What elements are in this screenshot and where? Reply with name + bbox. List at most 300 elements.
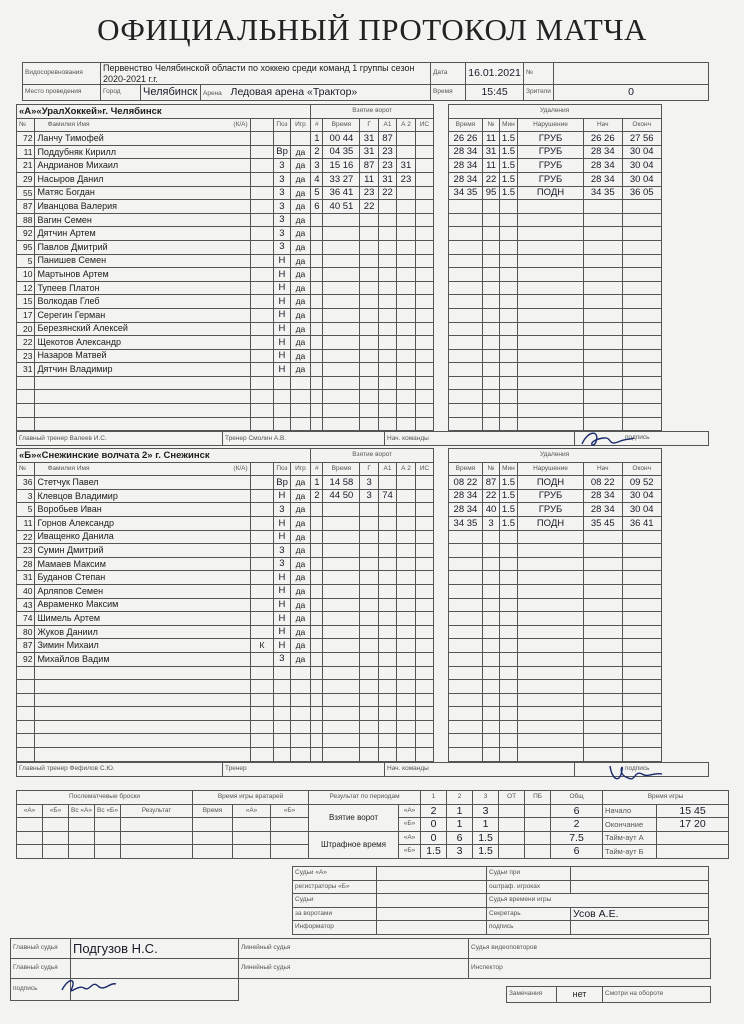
player-name: [35, 720, 250, 734]
goal-number: [311, 639, 323, 653]
penalty-player: [483, 417, 499, 431]
penalty-reason: [518, 584, 584, 598]
team-b-row: [17, 720, 708, 734]
b-col-num: №: [17, 462, 35, 476]
penalty-minutes: 1.5: [499, 159, 517, 173]
player-position: Н: [274, 584, 290, 598]
goal-scorer: [360, 363, 378, 377]
player-number: [17, 417, 35, 431]
goal-number: 4: [311, 172, 323, 186]
goal-scorer: [360, 625, 378, 639]
penalty-end: [622, 625, 661, 639]
penalty-minutes: 1.5: [499, 503, 517, 517]
player-number: [17, 734, 35, 748]
penalty-start: [583, 571, 622, 585]
player-ka: [250, 227, 274, 241]
penalty-player: 31: [483, 145, 499, 159]
penalty-start: [583, 322, 622, 336]
gk-col-time: Время: [193, 804, 233, 818]
goal-assist1: [378, 476, 396, 490]
timeout-b-value: [657, 845, 729, 859]
col-preason: Нарушение: [518, 118, 584, 132]
penalty-minutes: 1.5: [499, 145, 517, 159]
goal-assist2: [397, 404, 415, 418]
col-ka-cell: [250, 118, 274, 132]
penalty-time: [448, 363, 483, 377]
penalty-reason: [518, 213, 584, 227]
spectators-value: 0: [554, 85, 709, 101]
goal-number: [311, 530, 323, 544]
penalty-start: 28 34: [583, 145, 622, 159]
goal-assist1: [378, 308, 396, 322]
goal-is: [415, 503, 433, 517]
penalty-minutes: [499, 404, 517, 418]
player-ka: [250, 213, 274, 227]
goal-number: [311, 322, 323, 336]
goal-judges-label: за воротами: [293, 907, 377, 921]
period-pb: ПБ: [525, 791, 551, 805]
goal-is: [415, 639, 433, 653]
player-number: 72: [17, 132, 35, 146]
penalty-time: [448, 680, 483, 694]
penalty-reason: ГРУБ: [518, 132, 584, 146]
goal-time: [323, 544, 360, 558]
team-a-captain: Нач. команды: [385, 432, 575, 446]
goals-b-total: 2: [551, 818, 603, 832]
penalty-minutes: [499, 625, 517, 639]
player-name: [35, 693, 250, 707]
penalty-minutes: 1.5: [499, 476, 517, 490]
penalty-player: 11: [483, 159, 499, 173]
player-ka: [250, 612, 274, 626]
penalty-reason: [518, 557, 584, 571]
player-number: 92: [17, 652, 35, 666]
line-judge-label: Линейный судья: [239, 939, 469, 959]
goal-is: [415, 417, 433, 431]
penalty-start: [583, 557, 622, 571]
penalty-player: [483, 584, 499, 598]
goal-is: [415, 159, 433, 173]
player-ka: [250, 544, 274, 558]
goal-assist1: [378, 748, 396, 762]
penalty-reason: [518, 693, 584, 707]
goal-is: [415, 322, 433, 336]
penalty-time: 28 34: [448, 172, 483, 186]
penalty-start: 28 34: [583, 159, 622, 173]
player-played: да: [290, 268, 311, 282]
summary-table: [16, 790, 729, 859]
penalty-reason: [518, 281, 584, 295]
penalty-player: [483, 268, 499, 282]
start-value: 15 45: [657, 804, 729, 818]
pen-b-p1: 1.5: [421, 845, 447, 859]
player-number: 95: [17, 240, 35, 254]
pen-a-label: «А»: [399, 831, 421, 845]
penalty-end: [622, 308, 661, 322]
goal-is: [415, 516, 433, 530]
player-played: да: [290, 584, 311, 598]
player-position: 3: [274, 240, 290, 254]
team-a-coach: Тренер Смолин А.В.: [223, 432, 385, 446]
pen-a-p2: 6: [447, 831, 473, 845]
goal-assist1: [378, 584, 396, 598]
player-number: 15: [17, 295, 35, 309]
goal-scorer: [360, 390, 378, 404]
player-played: да: [290, 571, 311, 585]
goals-b-p2: 1: [447, 818, 473, 832]
goal-is: [415, 404, 433, 418]
player-played: да: [290, 476, 311, 490]
penalty-minutes: [499, 227, 517, 241]
goal-scorer: [360, 417, 378, 431]
shootout-title: Послематчевые броски: [17, 791, 193, 805]
timeout-a-label: Тайм-аут А: [603, 831, 657, 845]
penalty-minutes: [499, 376, 517, 390]
penalty-minutes: 1.5: [499, 132, 517, 146]
player-name: Дятчин Владимир: [35, 363, 250, 377]
goal-scorer: [360, 308, 378, 322]
col-ka: (К/А): [233, 120, 248, 128]
penalty-player: [483, 557, 499, 571]
player-number: 3: [17, 489, 35, 503]
player-position: [274, 376, 290, 390]
penalty-start: [583, 254, 622, 268]
penalty-start: [583, 349, 622, 363]
penalty-end: [622, 720, 661, 734]
col-pos: Поз: [274, 118, 290, 132]
penalty-reason: [518, 612, 584, 626]
period-2: 2: [447, 791, 473, 805]
pen-a-total: 7.5: [551, 831, 603, 845]
penalty-reason: [518, 652, 584, 666]
goal-assist2: [397, 476, 415, 490]
player-name: Березянский Алексей: [35, 322, 250, 336]
b-col-play: Игр: [290, 462, 311, 476]
penalty-minutes: [499, 612, 517, 626]
team-b-row: [17, 571, 708, 585]
b-col-pos: Поз: [274, 462, 290, 476]
goal-assist1: 22: [378, 186, 396, 200]
team-a-title: «А»«УралХоккей»г. Челябинск: [17, 105, 311, 119]
player-position: 3: [274, 186, 290, 200]
penalty-end: [622, 652, 661, 666]
goal-time: [323, 571, 360, 585]
remarks-value: нет: [557, 987, 603, 1003]
player-ka: [250, 363, 274, 377]
goal-assist2: [397, 254, 415, 268]
player-position: Н: [274, 268, 290, 282]
player-position: Н: [274, 281, 290, 295]
goal-scorer: [360, 295, 378, 309]
penalty-minutes: [499, 666, 517, 680]
penalty-player: [483, 652, 499, 666]
penalty-minutes: [499, 213, 517, 227]
player-position: Н: [274, 530, 290, 544]
goal-assist2: [397, 693, 415, 707]
date-value: 16.01.2021: [466, 63, 524, 85]
goal-assist1: [378, 639, 396, 653]
goal-assist2: [397, 625, 415, 639]
player-ka: [250, 145, 274, 159]
goal-scorer: [360, 268, 378, 282]
goal-is: [415, 281, 433, 295]
penalty-player: [483, 571, 499, 585]
player-number: 22: [17, 530, 35, 544]
player-name: Иванцова Валерия: [35, 200, 250, 214]
goal-is: [415, 376, 433, 390]
player-name: Шимель Артем: [35, 612, 250, 626]
goal-assist1: [378, 268, 396, 282]
penalty-reason: ГРУБ: [518, 503, 584, 517]
goal-is: [415, 308, 433, 322]
penalty-time: 34 35: [448, 516, 483, 530]
player-number: 36: [17, 476, 35, 490]
penalty-player: 22: [483, 172, 499, 186]
goal-assist1: [378, 417, 396, 431]
penalty-minutes: [499, 557, 517, 571]
player-name: Назаров Матвей: [35, 349, 250, 363]
penalty-player: [483, 707, 499, 721]
goal-assist1: [378, 612, 396, 626]
penalty-minutes: [499, 720, 517, 734]
penalty-player: [483, 748, 499, 762]
player-number: 31: [17, 363, 35, 377]
player-number: 88: [17, 213, 35, 227]
penalty-reason: [518, 200, 584, 214]
goal-time: 36 41: [323, 186, 360, 200]
player-name: Сумин Дмитрий: [35, 544, 250, 558]
penalty-time: [448, 308, 483, 322]
player-name: Жуков Даниил: [35, 625, 250, 639]
goal-number: [311, 612, 323, 626]
goal-number: [311, 720, 323, 734]
timeout-b-label: Тайм-аут Б: [603, 845, 657, 859]
player-played: да: [290, 489, 311, 503]
city-value: Челябинск: [141, 85, 201, 101]
period-1: 1: [421, 791, 447, 805]
player-name: Щекотов Александр: [35, 336, 250, 350]
goal-assist2: [397, 336, 415, 350]
penalty-player: [483, 639, 499, 653]
penalty-reason: [518, 376, 584, 390]
goal-assist1: [378, 254, 396, 268]
team-a-row: [17, 268, 708, 282]
b-col-name: [35, 462, 250, 476]
goal-is: [415, 145, 433, 159]
penalty-reason: [518, 322, 584, 336]
goal-number: [311, 693, 323, 707]
team-b-signature: [606, 760, 666, 788]
penalty-time: [448, 376, 483, 390]
player-name: Серегин Герман: [35, 308, 250, 322]
player-position: Н: [274, 336, 290, 350]
pen-b-p3: 1.5: [473, 845, 499, 859]
goal-time: [323, 639, 360, 653]
penalty-end: [622, 363, 661, 377]
penalty-reason: [518, 390, 584, 404]
goal-scorer: 31: [360, 145, 378, 159]
goal-assist1: [378, 349, 396, 363]
penalty-time: [448, 720, 483, 734]
penalty-minutes: [499, 295, 517, 309]
goal-time: [323, 707, 360, 721]
date-label: Дата: [431, 63, 466, 85]
penalty-time: 26 26: [448, 132, 483, 146]
penalty-start: [583, 227, 622, 241]
player-ka: [250, 516, 274, 530]
goals-a-pb: [525, 804, 551, 818]
goals-b-p3: 1: [473, 818, 499, 832]
player-number: 31: [17, 571, 35, 585]
team-b-row: [17, 680, 708, 694]
so-col-vsa: Вс «А»: [69, 804, 95, 818]
player-name: [35, 404, 250, 418]
player-played: да: [290, 254, 311, 268]
player-number: [17, 666, 35, 680]
goals-a-p2: 1: [447, 804, 473, 818]
player-number: 55: [17, 186, 35, 200]
goal-time: 14 58: [323, 476, 360, 490]
player-name: Арляпов Семен: [35, 584, 250, 598]
col-name-text: Фамилия Имя: [47, 120, 90, 128]
so-col-b: «Б»: [43, 804, 69, 818]
timeout-a-value: [657, 831, 729, 845]
player-ka: [250, 530, 274, 544]
penalty-time: 28 34: [448, 145, 483, 159]
player-position: Н: [274, 598, 290, 612]
goal-number: [311, 680, 323, 694]
goal-assist1: 31: [378, 172, 396, 186]
goal-assist2: [397, 390, 415, 404]
goal-scorer: [360, 404, 378, 418]
penalty-time: [448, 404, 483, 418]
team-b-row: [17, 666, 708, 680]
penalty-minutes: [499, 680, 517, 694]
periods-title: Результат по периодам: [309, 791, 421, 805]
goal-number: [311, 376, 323, 390]
penalty-time: [448, 652, 483, 666]
team-b-rows: [17, 476, 708, 761]
penalty-time: [448, 571, 483, 585]
penalty-minutes: [499, 336, 517, 350]
col-gis: ИС: [415, 118, 433, 132]
player-number: 87: [17, 639, 35, 653]
player-played: [290, 707, 311, 721]
player-played: да: [290, 557, 311, 571]
penalty-start: [583, 268, 622, 282]
goal-number: [311, 336, 323, 350]
goal-is: [415, 680, 433, 694]
penalty-reason: ПОДН: [518, 186, 584, 200]
team-a-row: [17, 132, 708, 146]
penalty-player: [483, 281, 499, 295]
b-col-pend: Оконч: [622, 462, 661, 476]
penalty-end: [622, 557, 661, 571]
penalty-end: [622, 322, 661, 336]
player-position: Н: [274, 571, 290, 585]
player-name: Поддубняк Кирилл: [35, 145, 250, 159]
goal-scorer: [360, 693, 378, 707]
goal-scorer: [360, 349, 378, 363]
goal-time: 40 51: [323, 200, 360, 214]
goal-assist2: [397, 503, 415, 517]
penalty-end: [622, 666, 661, 680]
team-b-row: [17, 584, 708, 598]
b-col-gg: Г: [360, 462, 378, 476]
document-title: ОФИЦИАЛЬНЫЙ ПРОТОКОЛ МАТЧА: [97, 12, 647, 47]
penalty-reason: [518, 720, 584, 734]
team-a-rows: [17, 132, 708, 431]
player-ka: К: [250, 639, 274, 653]
penalty-start: [583, 376, 622, 390]
goal-number: [311, 625, 323, 639]
goal-is: [415, 295, 433, 309]
penalty-reason: [518, 598, 584, 612]
goal-assist2: [397, 707, 415, 721]
team-b-sign-label: подпись: [625, 764, 650, 772]
goal-scorer: [360, 240, 378, 254]
goal-is: [415, 748, 433, 762]
player-ka: [250, 571, 274, 585]
penalty-minutes: [499, 652, 517, 666]
player-number: [17, 376, 35, 390]
goal-number: [311, 707, 323, 721]
team-a-row: [17, 281, 708, 295]
penalty-time: [448, 748, 483, 762]
goal-scorer: [360, 516, 378, 530]
penalty-reason: [518, 349, 584, 363]
main-judge-name: Подгузов Н.С.: [71, 939, 239, 959]
goal-number: [311, 281, 323, 295]
player-played: да: [290, 308, 311, 322]
goal-scorer: [360, 748, 378, 762]
video-judge-label: Судья видеоповторов: [469, 939, 711, 959]
player-ka: [250, 390, 274, 404]
penalty-start: [583, 693, 622, 707]
goal-assist1: [378, 390, 396, 404]
penalty-player: [483, 336, 499, 350]
goal-scorer: 22: [360, 200, 378, 214]
player-ka: [250, 132, 274, 146]
penalty-start: 26 26: [583, 132, 622, 146]
pen-a-p3: 1.5: [473, 831, 499, 845]
penalty-minutes: [499, 254, 517, 268]
arena-label: Арена: [203, 90, 222, 98]
penalty-end: 36 05: [622, 186, 661, 200]
goal-scorer: [360, 584, 378, 598]
player-name: Матяс Богдан: [35, 186, 250, 200]
player-ka: [250, 200, 274, 214]
goal-is: [415, 476, 433, 490]
player-ka: [250, 707, 274, 721]
player-played: [290, 748, 311, 762]
goal-time: [323, 666, 360, 680]
secretary-label: Секретарь: [487, 907, 571, 921]
goal-time: 04 35: [323, 145, 360, 159]
goal-time: [323, 376, 360, 390]
goal-is: [415, 186, 433, 200]
main-judge2-label: Главный судья: [11, 959, 71, 979]
penalty-minutes: [499, 417, 517, 431]
penalty-reason: ГРУБ: [518, 159, 584, 173]
penalty-time: 34 35: [448, 186, 483, 200]
penalty-end: [622, 734, 661, 748]
goal-scorer: [360, 227, 378, 241]
player-number: 87: [17, 200, 35, 214]
penalty-player: 40: [483, 503, 499, 517]
goal-is: [415, 213, 433, 227]
player-number: 23: [17, 349, 35, 363]
